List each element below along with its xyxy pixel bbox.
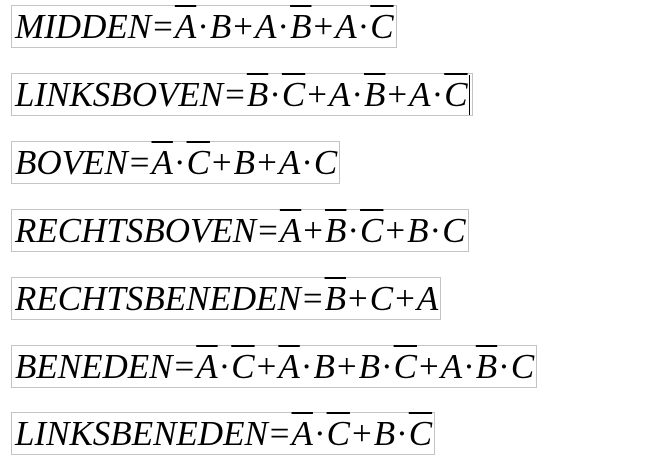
equation-name: RECHTSBOVEN: [15, 211, 257, 250]
and-operator: ·: [463, 347, 475, 386]
equals-sign: =: [153, 7, 173, 46]
negated-variable: $\overline{A}$: [151, 143, 173, 182]
variable: A: [255, 7, 277, 46]
equals-sign: =: [258, 211, 278, 250]
and-operator: ·: [300, 347, 313, 386]
and-operator: ·: [498, 347, 510, 386]
equation-box: [11, 209, 469, 252]
equation-box: [11, 345, 537, 388]
equation-box: [11, 141, 340, 184]
variable: B: [233, 143, 256, 182]
variable: C: [313, 143, 338, 182]
and-operator: ·: [313, 414, 326, 453]
or-operator: +: [418, 347, 439, 386]
text-cursor: [469, 75, 470, 115]
and-operator: ·: [197, 7, 209, 46]
negated-variable: $\overline{C}$: [281, 75, 306, 114]
or-operator: +: [233, 7, 254, 46]
negated-variable: $\overline{A}$: [196, 347, 218, 386]
negated-variable: $\overline{C}$: [408, 414, 433, 453]
variable: B: [209, 7, 232, 46]
variable: C: [510, 347, 535, 386]
negated-variable: $\overline{B}$: [364, 75, 386, 114]
equals-sign: =: [302, 279, 323, 318]
or-operator: +: [351, 414, 372, 453]
and-operator: ·: [347, 211, 360, 250]
or-operator: +: [387, 75, 408, 114]
variable: B: [313, 347, 335, 386]
variable: C: [369, 279, 394, 318]
negated-variable: $\overline{B}$: [246, 75, 269, 114]
equation-name: BOVEN: [15, 143, 128, 182]
negated-variable: $\overline{C}$: [326, 414, 350, 453]
and-operator: ·: [429, 211, 442, 250]
negated-variable: $\overline{A}$: [291, 414, 313, 453]
negated-variable: $\overline{C}$: [444, 75, 468, 114]
or-operator: +: [336, 347, 357, 386]
variable: B: [358, 347, 380, 386]
variable: A: [335, 7, 357, 46]
equation-box: [11, 73, 473, 116]
and-operator: ·: [380, 347, 393, 386]
equation-name: RECHTSBENEDEN: [15, 279, 301, 318]
variable: A: [278, 143, 301, 182]
equation-box: [11, 412, 435, 455]
variable: A: [416, 279, 439, 318]
negated-variable: $\overline{B}$: [324, 279, 346, 318]
and-operator: ·: [173, 143, 186, 182]
negated-variable: $\overline{C}$: [231, 347, 255, 386]
equals-sign: =: [269, 414, 290, 453]
negated-variable: $\overline{B}$: [290, 7, 312, 46]
or-operator: +: [303, 211, 323, 250]
negated-variable: $\overline{C}$: [360, 211, 384, 250]
or-operator: +: [395, 279, 415, 318]
variable: A: [440, 347, 463, 386]
equation-name: LINKSBOVEN: [15, 75, 224, 114]
variable: A: [409, 75, 431, 114]
negated-variable: $\overline{C}$: [393, 347, 417, 386]
equation-name: BENEDEN: [15, 347, 173, 386]
or-operator: +: [307, 75, 327, 114]
negated-variable: $\overline{A}$: [279, 211, 302, 250]
variable: B: [373, 414, 396, 453]
equation-name: MIDDEN: [15, 7, 152, 46]
or-operator: +: [211, 143, 232, 182]
negated-variable: $\overline{A}$: [278, 347, 300, 386]
negated-variable: $\overline{B}$: [475, 347, 498, 386]
and-operator: ·: [277, 7, 290, 46]
or-operator: +: [313, 7, 334, 46]
negated-variable: $\overline{B}$: [325, 211, 347, 250]
equation-box: [11, 277, 441, 320]
negated-variable: $\overline{A}$: [174, 7, 197, 46]
and-operator: ·: [218, 347, 231, 386]
equals-sign: =: [174, 347, 195, 386]
or-operator: +: [347, 279, 368, 318]
variable: A: [328, 75, 351, 114]
and-operator: ·: [301, 143, 313, 182]
and-operator: ·: [357, 7, 370, 46]
variable: B: [407, 211, 429, 250]
or-operator: +: [385, 211, 406, 250]
and-operator: ·: [269, 75, 281, 114]
or-operator: +: [257, 143, 277, 182]
and-operator: ·: [351, 75, 364, 114]
negated-variable: $\overline{C}$: [186, 143, 210, 182]
or-operator: +: [256, 347, 277, 386]
equals-sign: =: [225, 75, 245, 114]
equals-sign: =: [129, 143, 150, 182]
and-operator: ·: [396, 414, 408, 453]
equation-name: LINKSBENEDEN: [15, 414, 268, 453]
variable: C: [442, 211, 466, 250]
equation-box: [11, 5, 397, 48]
and-operator: ·: [431, 75, 444, 114]
negated-variable: $\overline{C}$: [370, 7, 394, 46]
